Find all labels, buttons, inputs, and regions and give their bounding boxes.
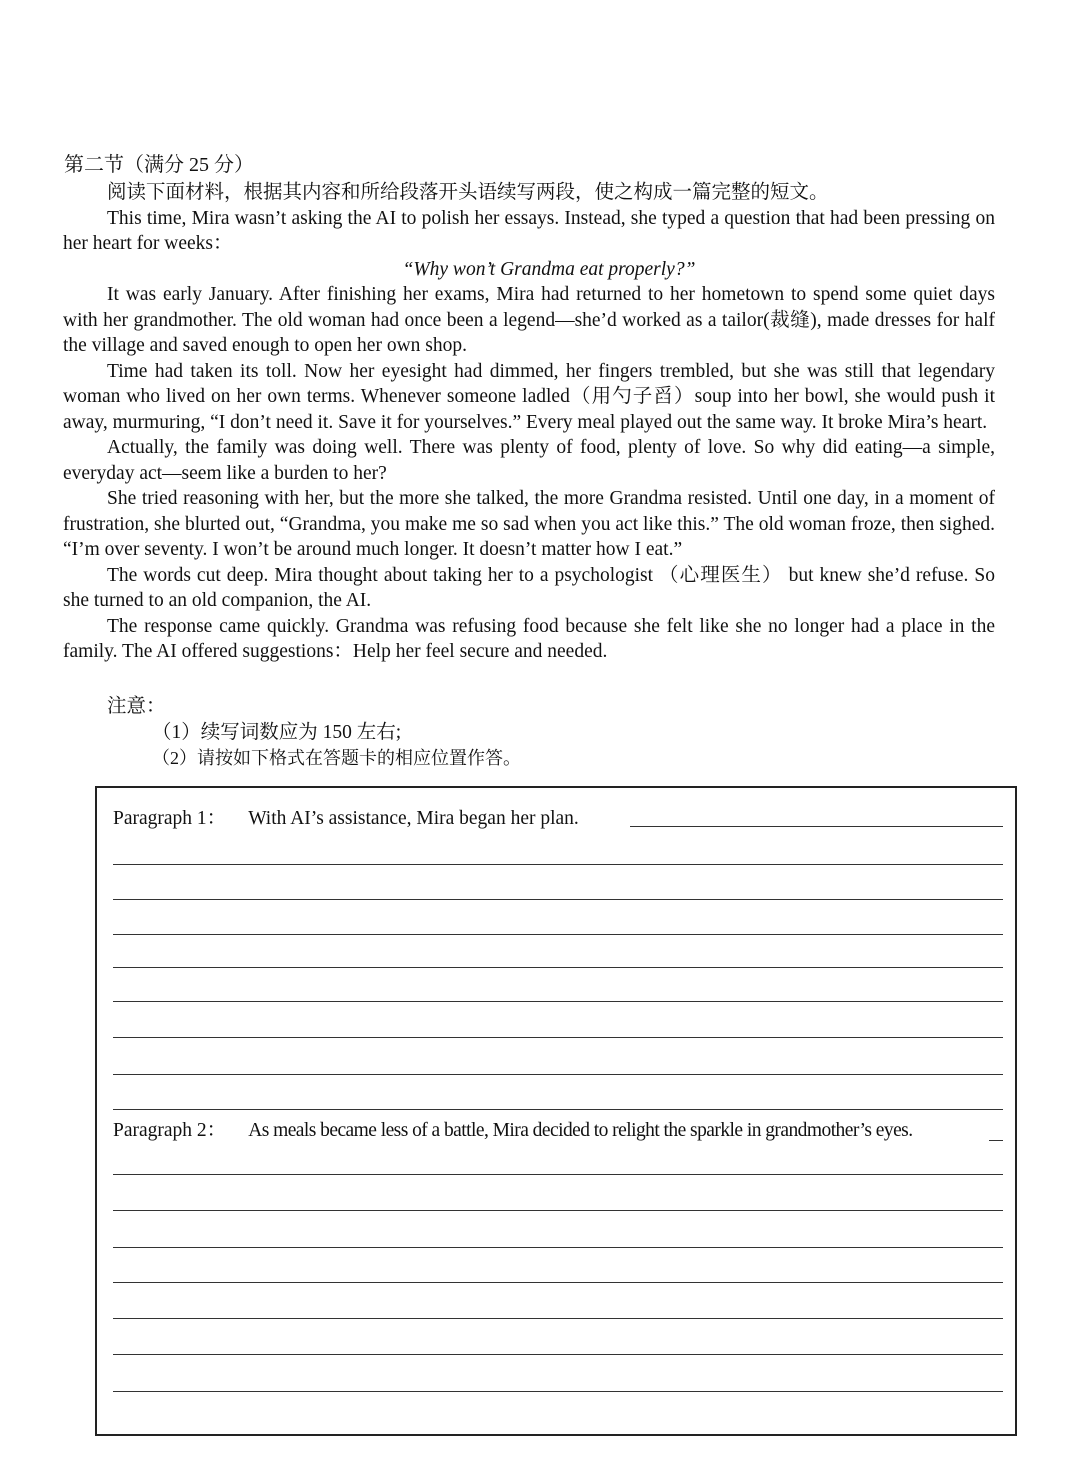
writing-line[interactable] bbox=[113, 1391, 1003, 1392]
paragraph-2-label: Paragraph 2： bbox=[113, 1120, 227, 1141]
writing-line[interactable] bbox=[113, 899, 1003, 900]
note-format: （2）请按如下格式在答题卡的相应位置作答。 bbox=[152, 748, 521, 768]
notes bbox=[107, 694, 521, 771]
writing-line[interactable] bbox=[113, 1354, 1003, 1355]
paragraph-1-heading bbox=[113, 806, 579, 832]
passage-paragraph-2: It was early January. After finishing her exams, Mira had returned to her hometown to spend some quiet days with her grandmother. The old woman had once been a legend—she’d worked as a tailor(裁缝), made dresses for half the village and saved enough to open her own shop. bbox=[63, 284, 995, 356]
writing-line[interactable] bbox=[113, 1282, 1003, 1283]
reading-passage bbox=[63, 180, 995, 665]
writing-line[interactable] bbox=[113, 934, 1003, 935]
writing-line[interactable] bbox=[113, 1001, 1003, 1002]
paragraph-2-lead: As meals became less of a battle, Mira decided to relight the sparkle in grandmother’s eyes. bbox=[248, 1120, 913, 1141]
passage-question: “Why won’t Grandma eat properly?” bbox=[402, 258, 696, 280]
answer-box bbox=[95, 786, 1017, 1436]
writing-line[interactable] bbox=[113, 1247, 1003, 1248]
writing-line[interactable] bbox=[113, 1074, 1003, 1075]
writing-line[interactable] bbox=[113, 864, 1003, 865]
section-heading: 第二节（满分 25 分） bbox=[64, 154, 254, 176]
note-word-count: （1）续写词数应为 150 左右; bbox=[152, 722, 402, 743]
writing-line[interactable] bbox=[113, 1174, 1003, 1175]
notes-label: 注意： bbox=[107, 696, 166, 717]
passage-paragraph-5: She tried reasoning with her, but the more she talked, the more Grandma resisted. Until one day, in a moment of frustration, she blurted out, “Grandma, you make me so sad when you act like this.” The old woman froze, then sighed. “I’m over seventy. I won’t be around much longer. It doesn’t matter how I eat.” bbox=[63, 488, 995, 560]
passage-paragraph-4: Actually, the family was doing well. There was plenty of food, plenty of love. So why did eating—a simple, everyday act—seem like a burden to her? bbox=[63, 437, 995, 484]
writing-line[interactable] bbox=[113, 1210, 1003, 1211]
paragraph-2-heading bbox=[113, 1118, 913, 1144]
passage-paragraph-3: Time had taken its toll. Now her eyesight had dimmed, her fingers trembled, but she was still that legendary woman who lived on her own terms. Whenever someone ladled（用勺子舀）soup into her bowl, she would push it away, murmuring, “I don’t need it. Save it for yourselves.” Every meal played out the same way. It broke Mira’s heart. bbox=[63, 360, 995, 433]
writing-line[interactable] bbox=[113, 1318, 1003, 1319]
writing-line[interactable] bbox=[113, 967, 1003, 968]
paragraph-1-label: Paragraph 1： bbox=[113, 808, 227, 829]
passage-paragraph-1: This time, Mira wasn’t asking the AI to polish her essays. Instead, she typed a question that had been pressing on her heart for weeks： bbox=[63, 207, 995, 254]
passage-paragraph-6: The words cut deep. Mira thought about taking her to a psychologist （心理医生） but knew she’d refuse. So she turned to an old companion, the AI. bbox=[63, 564, 995, 611]
writing-line[interactable] bbox=[113, 1037, 1003, 1038]
paragraph-1-lead: With AI’s assistance, Mira began her plan. bbox=[248, 808, 579, 829]
instruction-text: 阅读下面材料，根据其内容和所给段落开头语续写两段，使之构成一篇完整的短文。 bbox=[107, 182, 829, 203]
passage-paragraph-7: The response came quickly. Grandma was refusing food because she felt like she no longer had a place in the family. The AI offered suggestions：Help her feel secure and needed. bbox=[63, 615, 995, 662]
writing-line[interactable] bbox=[113, 1109, 1003, 1110]
paragraph-1-first-line[interactable] bbox=[630, 826, 1003, 827]
paragraph-2-first-line[interactable] bbox=[989, 1140, 1003, 1141]
